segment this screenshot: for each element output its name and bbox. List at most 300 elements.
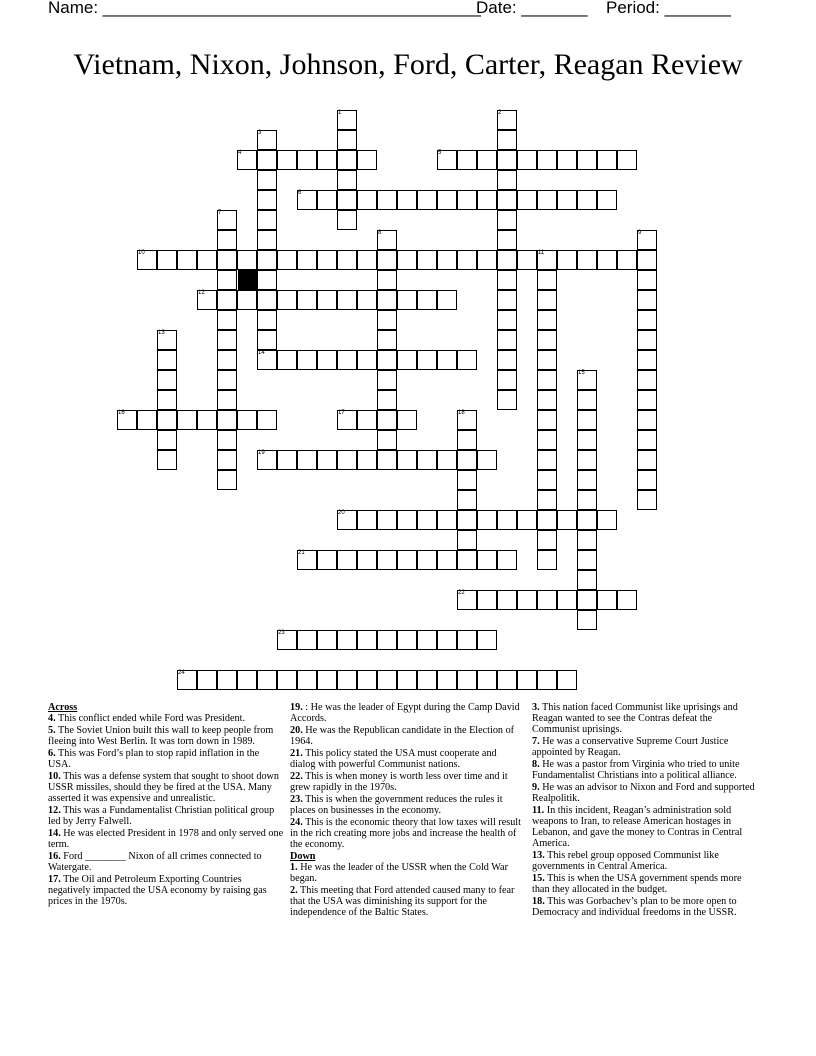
- clue-text: He was the Republican candidate in the Election of 1964.: [290, 725, 515, 747]
- crossword-cell[interactable]: [357, 190, 377, 210]
- crossword-cell[interactable]: [497, 590, 517, 610]
- crossword-cell[interactable]: [517, 510, 537, 530]
- clue-number-label: 10: [138, 250, 145, 256]
- crossword-cell[interactable]: [257, 250, 277, 270]
- crossword-cell[interactable]: [497, 210, 517, 230]
- crossword-cell[interactable]: [277, 250, 297, 270]
- crossword-cell[interactable]: [257, 270, 277, 290]
- crossword-cell[interactable]: [517, 250, 537, 270]
- crossword-cell[interactable]: [497, 250, 517, 270]
- clue-number-label: 12: [198, 290, 205, 296]
- crossword-cell[interactable]: [337, 170, 357, 190]
- clue-number-label: 1: [338, 110, 342, 116]
- crossword-cell[interactable]: [417, 190, 437, 210]
- crossword-cell[interactable]: [637, 250, 657, 270]
- clue-number: 7.: [532, 736, 540, 747]
- crossword-cell[interactable]: [397, 190, 417, 210]
- crossword-cell[interactable]: [577, 190, 597, 210]
- crossword-cell[interactable]: [537, 510, 557, 530]
- clue-item: [290, 885, 522, 918]
- crossword-cell[interactable]: [617, 590, 637, 610]
- crossword-cell[interactable]: [417, 450, 437, 470]
- crossword-cell[interactable]: [317, 150, 337, 170]
- crossword-cell[interactable]: [637, 330, 657, 350]
- crossword-cell[interactable]: [637, 310, 657, 330]
- crossword-cell[interactable]: [257, 170, 277, 190]
- crossword-cell[interactable]: [437, 450, 457, 470]
- crossword-cell[interactable]: [337, 670, 357, 690]
- clue-number-label: 11: [538, 250, 545, 256]
- crossword-cell[interactable]: [337, 350, 357, 370]
- crossword-cell[interactable]: [457, 190, 477, 210]
- crossword-cell[interactable]: [637, 410, 657, 430]
- clue-text: This conflict ended while Ford was President.: [55, 713, 246, 724]
- crossword-cell[interactable]: [377, 290, 397, 310]
- crossword-cell[interactable]: [357, 450, 377, 470]
- clue-number-label: 2: [498, 110, 502, 116]
- crossword-cell[interactable]: [277, 450, 297, 470]
- crossword-cell[interactable]: [357, 250, 377, 270]
- clue-item: [48, 713, 284, 724]
- crossword-cell[interactable]: [497, 670, 517, 690]
- crossword-cell[interactable]: [537, 270, 557, 290]
- crossword-cell[interactable]: [577, 250, 597, 270]
- clue-number: 3.: [532, 702, 540, 713]
- crossword-cell[interactable]: [477, 550, 497, 570]
- crossword-cell[interactable]: [637, 450, 657, 470]
- crossword-cell[interactable]: [177, 410, 197, 430]
- crossword-cell[interactable]: [197, 410, 217, 430]
- clue-text: This is when the USA government spends more than they allocated in the budget.: [532, 873, 742, 895]
- crossword-cell[interactable]: [497, 330, 517, 350]
- crossword-cell[interactable]: [337, 150, 357, 170]
- crossword-cell[interactable]: [337, 290, 357, 310]
- crossword-cell[interactable]: [577, 610, 597, 630]
- crossword-cell[interactable]: [537, 350, 557, 370]
- crossword-cell[interactable]: [537, 490, 557, 510]
- crossword-cell[interactable]: [337, 190, 357, 210]
- crossword-cell[interactable]: [477, 590, 497, 610]
- clue-number-label: 20: [338, 510, 345, 516]
- crossword-cell[interactable]: [377, 450, 397, 470]
- crossword-cell[interactable]: [577, 470, 597, 490]
- crossword-cell[interactable]: [537, 190, 557, 210]
- crossword-cell[interactable]: [577, 390, 597, 410]
- clue-number-label: 19: [258, 450, 265, 456]
- crossword-cell[interactable]: [397, 410, 417, 430]
- crossword-cell[interactable]: [537, 550, 557, 570]
- crossword-cell[interactable]: [557, 190, 577, 210]
- crossword-cell[interactable]: [497, 270, 517, 290]
- crossword-cell[interactable]: [497, 150, 517, 170]
- clue-number: 4.: [48, 713, 56, 724]
- crossword-cell[interactable]: [437, 550, 457, 570]
- clues-column-2: [290, 702, 522, 919]
- crossword-cell[interactable]: [397, 550, 417, 570]
- crossword-cell[interactable]: [537, 430, 557, 450]
- crossword-cell[interactable]: [637, 350, 657, 370]
- crossword-cell[interactable]: [477, 670, 497, 690]
- crossword-cell[interactable]: [337, 130, 357, 150]
- clue-number-label: 13: [158, 330, 165, 336]
- crossword-cell[interactable]: [517, 590, 537, 610]
- crossword-cell[interactable]: [237, 290, 257, 310]
- crossword-cell[interactable]: [457, 550, 477, 570]
- crossword-cell[interactable]: [377, 270, 397, 290]
- crossword-cell[interactable]: [577, 550, 597, 570]
- crossword-cell[interactable]: [637, 490, 657, 510]
- crossword-cell[interactable]: [377, 630, 397, 650]
- crossword-cell[interactable]: [337, 630, 357, 650]
- crossword-cell[interactable]: [557, 670, 577, 690]
- clue-item: [290, 771, 522, 793]
- crossword-cell[interactable]: [157, 450, 177, 470]
- crossword-cell[interactable]: [457, 530, 477, 550]
- clue-number: 9.: [532, 782, 540, 793]
- crossword-cell[interactable]: [377, 550, 397, 570]
- crossword-cell[interactable]: [597, 150, 617, 170]
- crossword-cell[interactable]: [297, 670, 317, 690]
- crossword-cell[interactable]: [577, 150, 597, 170]
- crossword-cell[interactable]: [437, 290, 457, 310]
- crossword-cell[interactable]: [257, 330, 277, 350]
- crossword-cell[interactable]: [377, 250, 397, 270]
- crossword-cell[interactable]: [377, 310, 397, 330]
- clue-number: 6.: [48, 748, 56, 759]
- crossword-cell[interactable]: [477, 450, 497, 470]
- crossword-cell[interactable]: [297, 630, 317, 650]
- crossword-cell[interactable]: [237, 250, 257, 270]
- crossword-cell[interactable]: [277, 150, 297, 170]
- crossword-cell[interactable]: [217, 230, 237, 250]
- crossword-cell[interactable]: [537, 330, 557, 350]
- crossword-cell[interactable]: [157, 430, 177, 450]
- crossword-cell[interactable]: [457, 470, 477, 490]
- crossword-cell[interactable]: [357, 550, 377, 570]
- crossword-cell[interactable]: [497, 350, 517, 370]
- crossword-cell[interactable]: [277, 350, 297, 370]
- crossword-cell[interactable]: [217, 390, 237, 410]
- clue-text: This was Ford’s plan to stop rapid inflation in the USA.: [48, 748, 260, 770]
- crossword-cell[interactable]: [157, 410, 177, 430]
- clue-number: 23.: [290, 794, 303, 805]
- crossword-cell[interactable]: [517, 150, 537, 170]
- crossword-cell[interactable]: [417, 510, 437, 530]
- clue-text: Ford ________ Nixon of all crimes connected to Watergate.: [48, 851, 262, 873]
- crossword-cell[interactable]: [357, 410, 377, 430]
- crossword-cell[interactable]: [377, 330, 397, 350]
- clue-number: 14.: [48, 828, 61, 839]
- crossword-cell[interactable]: [537, 450, 557, 470]
- crossword-cell[interactable]: [557, 150, 577, 170]
- clue-number-label: 14: [258, 350, 265, 356]
- crossword-cell[interactable]: [457, 430, 477, 450]
- crossword-cell[interactable]: [317, 550, 337, 570]
- crossword-cell[interactable]: [457, 630, 477, 650]
- crossword-cell[interactable]: [157, 370, 177, 390]
- crossword-cell[interactable]: [497, 310, 517, 330]
- clue-number-label: 4: [238, 150, 242, 156]
- crossword-cell[interactable]: [597, 510, 617, 530]
- clue-item: [532, 896, 760, 918]
- crossword-cell[interactable]: [637, 390, 657, 410]
- crossword-cell[interactable]: [217, 330, 237, 350]
- clue-number-label: 23: [278, 630, 285, 636]
- crossword-cell[interactable]: [257, 230, 277, 250]
- crossword-cell[interactable]: [397, 510, 417, 530]
- crossword-cell[interactable]: [317, 290, 337, 310]
- clue-number-label: 6: [298, 190, 302, 196]
- crossword-cell[interactable]: [497, 550, 517, 570]
- crossword-cell[interactable]: [217, 430, 237, 450]
- crossword-cell[interactable]: [337, 550, 357, 570]
- crossword-cell[interactable]: [497, 390, 517, 410]
- crossword-cell[interactable]: [497, 230, 517, 250]
- clue-number-label: 3: [258, 130, 262, 136]
- crossword-cell[interactable]: [577, 490, 597, 510]
- crossword-cell[interactable]: [217, 470, 237, 490]
- clue-item: [48, 851, 284, 873]
- crossword-cell[interactable]: [317, 450, 337, 470]
- clue-item: [48, 805, 284, 827]
- crossword-cell[interactable]: [257, 210, 277, 230]
- crossword-cell[interactable]: [217, 370, 237, 390]
- crossword-cell[interactable]: [337, 250, 357, 270]
- clue-number-label: 7: [218, 210, 222, 216]
- crossword-cell[interactable]: [337, 450, 357, 470]
- date-field: Date: _______: [476, 0, 588, 17]
- crossword-cell[interactable]: [637, 470, 657, 490]
- crossword-cell[interactable]: [217, 410, 237, 430]
- crossword-cell[interactable]: [577, 530, 597, 550]
- crossword-cell[interactable]: [417, 550, 437, 570]
- crossword-cell[interactable]: [437, 510, 457, 530]
- crossword-cell[interactable]: [397, 350, 417, 370]
- name-field: Name: ________________________________________: [48, 0, 481, 17]
- crossword-cell[interactable]: [637, 270, 657, 290]
- crossword-cell[interactable]: [537, 370, 557, 390]
- period-field: Period: _______: [606, 0, 731, 17]
- crossword-cell[interactable]: [397, 670, 417, 690]
- crossword-cell[interactable]: [377, 410, 397, 430]
- crossword-cell[interactable]: [577, 450, 597, 470]
- crossword-cell[interactable]: [417, 350, 437, 370]
- crossword-cell[interactable]: [217, 250, 237, 270]
- clue-number-label: 21: [298, 550, 305, 556]
- crossword-cell[interactable]: [537, 670, 557, 690]
- crossword-cell[interactable]: [217, 270, 237, 290]
- crossword-cell[interactable]: [357, 350, 377, 370]
- crossword-cell[interactable]: [157, 350, 177, 370]
- crossword-cell[interactable]: [537, 410, 557, 430]
- crossword-cell[interactable]: [437, 190, 457, 210]
- crossword-cell[interactable]: [397, 630, 417, 650]
- crossword-cell[interactable]: [317, 250, 337, 270]
- crossword-cell[interactable]: [577, 430, 597, 450]
- crossword-cell[interactable]: [517, 190, 537, 210]
- crossword-cell[interactable]: [377, 390, 397, 410]
- crossword-cell[interactable]: [217, 310, 237, 330]
- crossword-cell[interactable]: [257, 670, 277, 690]
- crossword-cell[interactable]: [377, 670, 397, 690]
- clue-item: [532, 759, 760, 781]
- crossword-cell[interactable]: [197, 250, 217, 270]
- crossword-cell[interactable]: [477, 510, 497, 530]
- crossword-cell[interactable]: [457, 350, 477, 370]
- crossword-cell[interactable]: [537, 310, 557, 330]
- crossword-cell[interactable]: [617, 150, 637, 170]
- crossword-cell[interactable]: [297, 350, 317, 370]
- crossword-cell[interactable]: [477, 150, 497, 170]
- crossword-cell[interactable]: [497, 170, 517, 190]
- crossword-cell[interactable]: [377, 370, 397, 390]
- crossword-cell[interactable]: [537, 590, 557, 610]
- crossword-cell[interactable]: [477, 630, 497, 650]
- clue-text: The Oil and Petroleum Exporting Countries negatively impacted the USA economy by raising gas prices in the 1970s.: [48, 874, 267, 907]
- crossword-cell[interactable]: [577, 510, 597, 530]
- clue-number: 24.: [290, 817, 303, 828]
- crossword-cell[interactable]: [537, 150, 557, 170]
- crossword-cell[interactable]: [537, 530, 557, 550]
- crossword-cell[interactable]: [297, 450, 317, 470]
- clue-number-label: 15: [578, 370, 585, 376]
- crossword-cell[interactable]: [277, 670, 297, 690]
- crossword-cell[interactable]: [357, 290, 377, 310]
- crossword-cell[interactable]: [157, 250, 177, 270]
- clue-number: 2.: [290, 885, 298, 896]
- crossword-cell[interactable]: [377, 190, 397, 210]
- crossword-cell[interactable]: [637, 430, 657, 450]
- clue-text: This was a defense system that sought to shoot down USSR missiles, should they be fired at the USA. Many asserted it was expensive and unrealistic.: [48, 771, 279, 804]
- crossword-cell[interactable]: [417, 250, 437, 270]
- crossword-cell[interactable]: [397, 290, 417, 310]
- crossword-cell[interactable]: [497, 510, 517, 530]
- crossword-cell[interactable]: [397, 250, 417, 270]
- down-heading: Down: [290, 851, 316, 862]
- clue-text: This was Gorbachev’s plan to be more open to Democracy and individual freedoms in the USSR.: [532, 896, 737, 918]
- crossword-cell[interactable]: [417, 290, 437, 310]
- crossword-cell[interactable]: [577, 410, 597, 430]
- crossword-cell[interactable]: [177, 250, 197, 270]
- crossword-cell[interactable]: [537, 470, 557, 490]
- crossword-cell[interactable]: [257, 410, 277, 430]
- crossword-cell[interactable]: [257, 190, 277, 210]
- clue-item: [48, 771, 284, 804]
- crossword-cell[interactable]: [297, 150, 317, 170]
- crossword-cell[interactable]: [597, 250, 617, 270]
- crossword-cell[interactable]: [237, 670, 257, 690]
- crossword-cell[interactable]: [357, 630, 377, 650]
- crossword-cell[interactable]: [477, 250, 497, 270]
- crossword-cell[interactable]: [317, 190, 337, 210]
- crossword-cell[interactable]: [497, 130, 517, 150]
- crossword-cell[interactable]: [457, 510, 477, 530]
- crossword-cell[interactable]: [377, 510, 397, 530]
- crossword-cell[interactable]: [457, 250, 477, 270]
- crossword-cell[interactable]: [457, 150, 477, 170]
- crossword-cell[interactable]: [597, 590, 617, 610]
- crossword-cell[interactable]: [217, 450, 237, 470]
- crossword-cell[interactable]: [457, 670, 477, 690]
- crossword-cell[interactable]: [377, 350, 397, 370]
- crossword-cell[interactable]: [637, 370, 657, 390]
- crossword-cell[interactable]: [457, 490, 477, 510]
- crossword-cell[interactable]: [437, 630, 457, 650]
- crossword-cell[interactable]: [537, 290, 557, 310]
- crossword-cell[interactable]: [257, 290, 277, 310]
- crossword-cell[interactable]: [557, 590, 577, 610]
- crossword-cell[interactable]: [617, 250, 637, 270]
- crossword-cell[interactable]: [377, 430, 397, 450]
- clue-item: [48, 828, 284, 850]
- crossword-cell[interactable]: [497, 290, 517, 310]
- crossword-cell[interactable]: [257, 310, 277, 330]
- crossword-cell[interactable]: [537, 390, 557, 410]
- crossword-cell[interactable]: [437, 670, 457, 690]
- crossword-cell[interactable]: [577, 590, 597, 610]
- crossword-cell[interactable]: [517, 670, 537, 690]
- crossword-cell[interactable]: [237, 410, 257, 430]
- crossword-cell[interactable]: [217, 290, 237, 310]
- crossword-cell[interactable]: [557, 510, 577, 530]
- crossword-cell[interactable]: [297, 250, 317, 270]
- clue-number-label: 5: [438, 150, 442, 156]
- crossword-cell[interactable]: [417, 630, 437, 650]
- crossword-cell[interactable]: [597, 190, 617, 210]
- crossword-cell[interactable]: [497, 370, 517, 390]
- crossword-cell[interactable]: [397, 450, 417, 470]
- clue-number: 5.: [48, 725, 56, 736]
- crossword-cell[interactable]: [137, 410, 157, 430]
- clues-column-3: [532, 702, 760, 919]
- clue-text: This nation faced Communist like uprisings and Reagan wanted to see the Contras defeat the Communist uprisings.: [532, 702, 738, 735]
- crossword-cell[interactable]: [217, 350, 237, 370]
- clue-item: [48, 874, 284, 907]
- crossword-cell[interactable]: [417, 670, 437, 690]
- crossword-cell[interactable]: [457, 450, 477, 470]
- clue-number-label: 22: [458, 590, 465, 596]
- crossword-cell[interactable]: [277, 290, 297, 310]
- clue-item: [532, 873, 760, 895]
- crossword-cell[interactable]: [577, 570, 597, 590]
- clue-number: 1.: [290, 862, 298, 873]
- crossword-cell[interactable]: [437, 350, 457, 370]
- crossword-cell[interactable]: [157, 390, 177, 410]
- clue-text: He was the leader of the USSR when the Cold War began.: [290, 862, 508, 884]
- crossword-cell[interactable]: [497, 190, 517, 210]
- clue-text: He was a conservative Supreme Court Justice appointed by Reagan.: [532, 736, 729, 758]
- clue-text: He was an advisor to Nixon and Ford and supported Realpolitik.: [532, 782, 755, 804]
- crossword-cell[interactable]: [637, 290, 657, 310]
- crossword-cell[interactable]: [437, 250, 457, 270]
- crossword-cell[interactable]: [197, 670, 217, 690]
- clue-text: The Soviet Union built this wall to keep people from fleeing into West Berlin. It was torn down in 1989.: [48, 725, 274, 747]
- clue-number: 17.: [48, 874, 61, 885]
- crossword-cell[interactable]: [357, 670, 377, 690]
- crossword-cell[interactable]: [297, 290, 317, 310]
- crossword-cell[interactable]: [317, 670, 337, 690]
- crossword-cell[interactable]: [557, 250, 577, 270]
- crossword-cell[interactable]: [257, 150, 277, 170]
- crossword-cell[interactable]: [317, 350, 337, 370]
- crossword-cell[interactable]: [337, 210, 357, 230]
- crossword-cell[interactable]: [317, 630, 337, 650]
- crossword-cell[interactable]: [477, 190, 497, 210]
- crossword-cell[interactable]: [217, 670, 237, 690]
- crossword-cell[interactable]: [357, 510, 377, 530]
- crossword-cell[interactable]: [357, 150, 377, 170]
- clue-number: 20.: [290, 725, 303, 736]
